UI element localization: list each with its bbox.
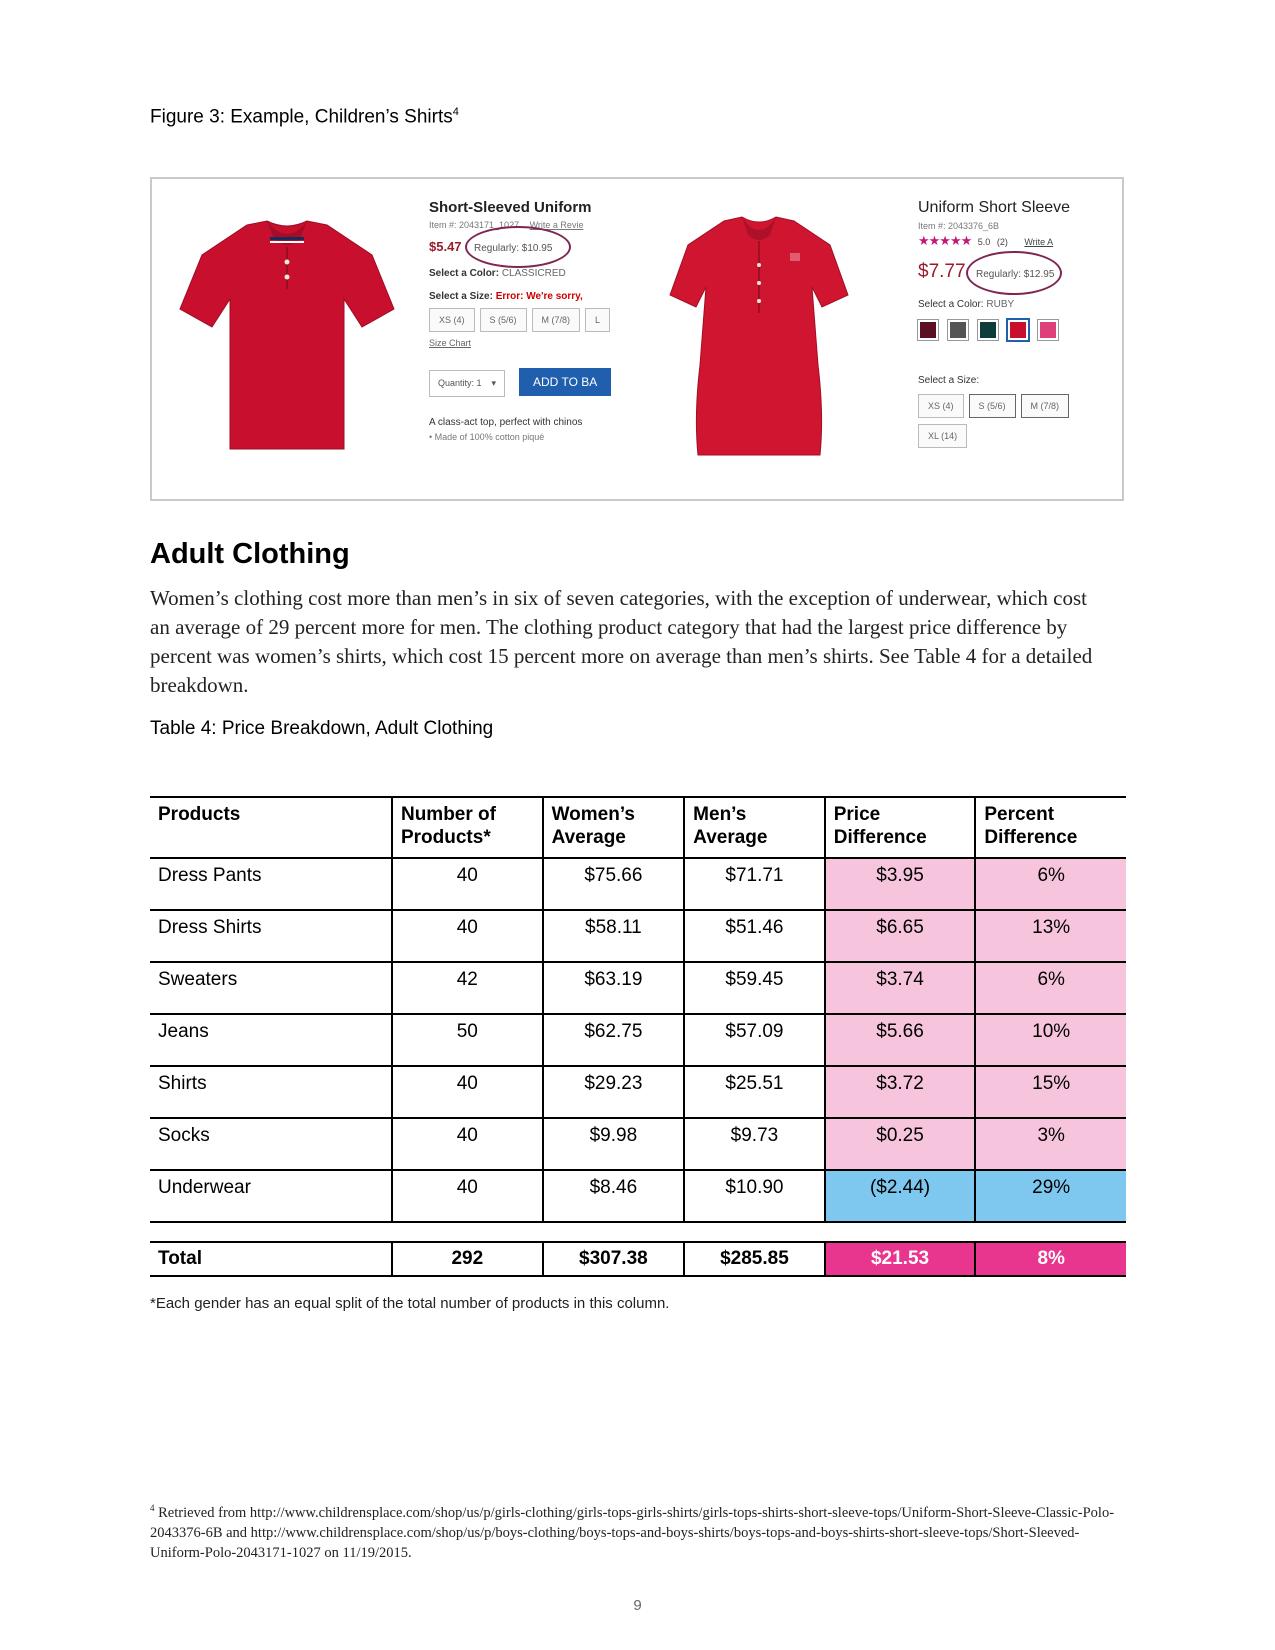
girls-size-label: Select a Size:: [918, 375, 980, 386]
girls-item-number: Item #: 2043376_6B: [918, 221, 1000, 231]
table-row: [150, 962, 1126, 1014]
cell-men: $71.71: [684, 858, 825, 910]
cell-pct: 6%: [975, 858, 1126, 910]
chevron-down-icon: ▾: [491, 378, 496, 388]
boys-regular-price: Regularly: $10.95: [474, 243, 553, 254]
girls-sale-price: $7.77: [918, 261, 966, 282]
girls-size-m[interactable]: M (7/8): [1021, 394, 1070, 418]
cell-count: 40: [392, 1118, 543, 1170]
boys-size-l[interactable]: L: [585, 308, 610, 332]
cell-diff: $6.65: [825, 910, 976, 962]
girls-regular-price: Regularly: $12.95: [976, 269, 1055, 280]
girls-size-options-row2: [918, 424, 1118, 448]
table-total-row: [150, 1242, 1126, 1276]
swatch-burgundy[interactable]: [918, 320, 938, 340]
cell-diff: $5.66: [825, 1014, 976, 1066]
cell-women: $75.66: [543, 858, 685, 910]
cell-product: Underwear: [150, 1170, 392, 1222]
girls-size-xs[interactable]: XS (4): [918, 394, 964, 418]
girls-size-options: [918, 394, 1118, 418]
cell-pct: 10%: [975, 1014, 1126, 1066]
header-womens-average: Women’s Average: [543, 797, 685, 858]
cell-women: $29.23: [543, 1066, 685, 1118]
boys-quantity-select[interactable]: Quantity: 1 ▾: [429, 370, 505, 397]
table-row: [150, 1118, 1126, 1170]
boys-write-review-link[interactable]: Write a Revie: [529, 220, 584, 230]
girls-polo-shirt-image: [662, 215, 857, 463]
cell-women: $58.11: [543, 910, 685, 962]
table-note: *Each gender has an equal split of the total number of products in this column.: [150, 1295, 670, 1312]
boys-product-title: Short-Sleeved Uniform: [429, 199, 592, 216]
cell-count: 50: [392, 1014, 543, 1066]
cell-women: $8.46: [543, 1170, 685, 1222]
cell-women: $9.98: [543, 1118, 685, 1170]
swatch-dark-teal[interactable]: [978, 320, 998, 340]
cell-product: Sweaters: [150, 962, 392, 1014]
girls-rating-row: ★★★★★ 5.0 (2) Write A: [918, 233, 1054, 248]
header-products: Products: [150, 797, 392, 858]
boys-item-number: Item #: 2043171_1027 Write a Revie: [429, 220, 584, 230]
cell-women: $63.19: [543, 962, 685, 1014]
table-row: [150, 910, 1126, 962]
cell-diff: $0.25: [825, 1118, 976, 1170]
header-mens-average: Men’s Average: [684, 797, 825, 858]
figure-caption: Figure 3: Example, Children’s Shirts$^4$: [150, 106, 459, 128]
boys-size-xs[interactable]: XS (4): [429, 308, 475, 332]
cell-men: $59.45: [684, 962, 825, 1014]
boys-polo-shirt-image: [172, 217, 402, 457]
cell-men: $9.73: [684, 1118, 825, 1170]
girls-product-title: Uniform Short Sleeve: [918, 199, 1071, 216]
total-count: 292: [392, 1242, 543, 1276]
table-caption: Table 4: Price Breakdown, Adult Clothing: [150, 718, 494, 739]
cell-count: 40: [392, 1170, 543, 1222]
table-row: [150, 858, 1126, 910]
girls-write-review-link[interactable]: Write A: [1024, 237, 1054, 247]
cell-count: 40: [392, 858, 543, 910]
boys-price-row: [429, 238, 594, 256]
cell-product: Shirts: [150, 1066, 392, 1118]
boys-description: A class-act top, perfect with chinos: [429, 417, 583, 428]
cell-diff: ($2.44): [825, 1170, 976, 1222]
cell-men: $25.51: [684, 1066, 825, 1118]
cell-product: Jeans: [150, 1014, 392, 1066]
section-title: Adult Clothing: [150, 538, 350, 570]
boys-add-to-bag-button[interactable]: ADD TO BA: [519, 368, 611, 396]
boys-size-m[interactable]: M (7/8): [532, 308, 581, 332]
table-row: [150, 1170, 1126, 1222]
girls-color-swatches: [918, 320, 1118, 345]
total-women: $307.38: [543, 1242, 685, 1276]
cell-men: $51.46: [684, 910, 825, 962]
boys-size-label: Select a Size: Error: We're sorry,: [429, 291, 583, 302]
boys-color-label: Select a Color: CLASSICRED: [429, 268, 566, 279]
cell-pct: 6%: [975, 962, 1126, 1014]
cell-product: Dress Shirts: [150, 910, 392, 962]
price-breakdown-table: [150, 796, 1126, 1277]
girls-price-row: [918, 261, 1118, 283]
cell-men: $10.90: [684, 1170, 825, 1222]
page-number: 9: [633, 1597, 642, 1614]
girls-color-label: Select a Color: RUBY: [918, 299, 1015, 310]
girls-price-circle-annotation: [966, 251, 1062, 295]
star-rating-icon: ★★★★★: [918, 233, 972, 248]
footnote: $^4$ Retrieved from http://www.childrensplace.com/shop/us/p/girls-clothing/girls-tops-girls-shirts/girls-tops-shirts-short-sleeve-tops/Uniform-Short-Sleeve-Classic-Polo-2043376-6B and http://www.childrensplace.com/shop/us/p/boys-clothing/boys-tops-and-boys-shirts/boys-tops-and-boys-shirts-short-sleeve-tops/Short-Sleeved-Uniform-Polo-2043171-1027 on 11/19/2015.: [150, 1503, 1115, 1561]
cell-pct: 29%: [975, 1170, 1126, 1222]
cell-count: 40: [392, 910, 543, 962]
total-pct: 8%: [975, 1242, 1126, 1276]
girls-product-info: [918, 199, 1118, 448]
section-paragraph: Women’s clothing cost more than men’s in six of seven categories, with the exception of underwear, which cost an average of 29 percent more for men. The clothing product category that had the largest price difference by percent was women’s shirts, which cost 15 percent more on average than men’s shirts. See Table 4 for a detailed breakdown.: [150, 586, 1093, 697]
header-number-of-products: Number of Products*: [392, 797, 543, 858]
swatch-gray[interactable]: [948, 320, 968, 340]
cell-diff: $3.95: [825, 858, 976, 910]
table-row: [150, 1066, 1126, 1118]
table-row: [150, 1014, 1126, 1066]
boys-product-info: [429, 199, 601, 442]
swatch-pink[interactable]: [1038, 320, 1058, 340]
table-spacer: [150, 1222, 1126, 1242]
cell-product: Dress Pants: [150, 858, 392, 910]
figure-screenshot: [150, 177, 1124, 501]
cell-diff: $3.72: [825, 1066, 976, 1118]
total-diff: $21.53: [825, 1242, 976, 1276]
cell-women: $62.75: [543, 1014, 685, 1066]
swatch-ruby-selected[interactable]: [1008, 320, 1028, 340]
cell-diff: $3.74: [825, 962, 976, 1014]
girls-size-xl[interactable]: XL (14): [918, 424, 967, 448]
boys-price-circle-annotation: [465, 226, 571, 268]
cell-pct: 13%: [975, 910, 1126, 962]
cell-count: 42: [392, 962, 543, 1014]
boys-size-options: [429, 308, 601, 332]
boys-cart-row: [429, 368, 598, 397]
cell-product: Socks: [150, 1118, 392, 1170]
header-price-difference: Price Difference: [825, 797, 976, 858]
boys-bullet: • Made of 100% cotton piqué: [429, 432, 545, 442]
boys-sale-price: $5.47: [429, 239, 462, 254]
girls-size-s[interactable]: S (5/6): [969, 394, 1016, 418]
total-label: Total: [150, 1242, 392, 1276]
cell-men: $57.09: [684, 1014, 825, 1066]
boys-size-s[interactable]: S (5/6): [480, 308, 527, 332]
cell-pct: 3%: [975, 1118, 1126, 1170]
boys-size-chart-link[interactable]: Size Chart: [429, 338, 472, 348]
cell-count: 40: [392, 1066, 543, 1118]
total-men: $285.85: [684, 1242, 825, 1276]
cell-pct: 15%: [975, 1066, 1126, 1118]
table-header-row: [150, 797, 1126, 858]
header-percent-difference: Percent Difference: [975, 797, 1126, 858]
